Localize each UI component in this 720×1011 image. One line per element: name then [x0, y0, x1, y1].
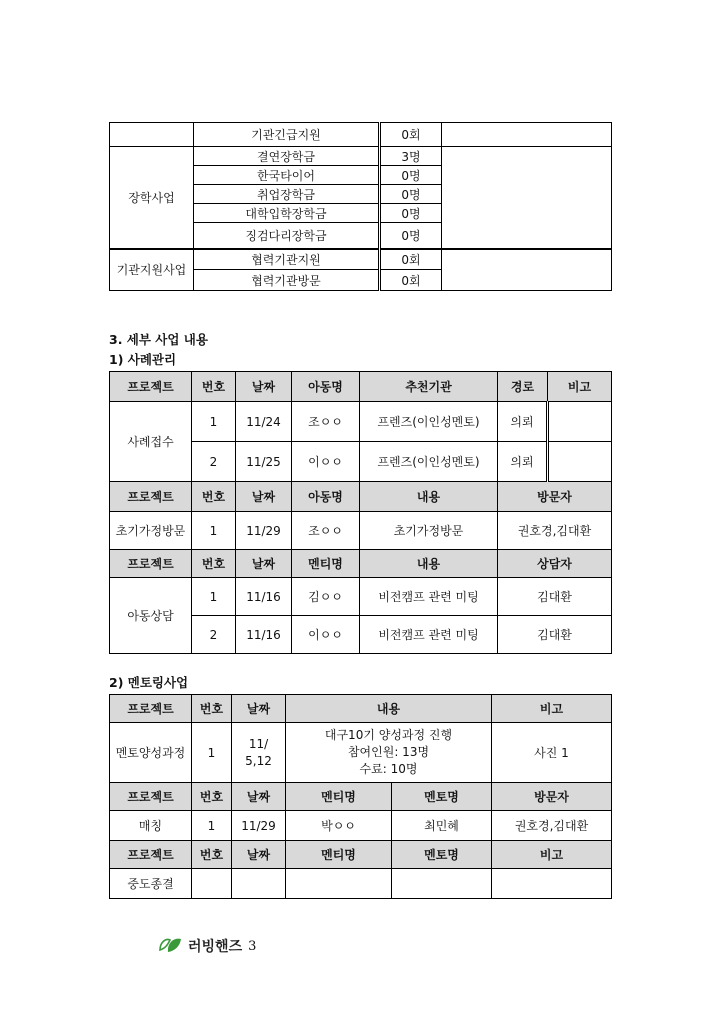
project-cell: 초기가정방문	[110, 512, 192, 550]
table-row	[110, 578, 612, 616]
date-cell: 11/16	[236, 616, 292, 654]
table-row	[110, 147, 612, 166]
child-name-cell: 조ㅇㅇ	[292, 402, 360, 442]
summary-category: 기관지원사업	[110, 249, 194, 291]
route-cell: 의뢰	[498, 442, 548, 482]
table-row	[110, 249, 612, 270]
summary-count: 0회	[380, 249, 442, 270]
summary-item: 징검다리장학금	[194, 223, 380, 249]
column-header: 번호	[192, 372, 236, 402]
mentoring-table	[109, 694, 612, 899]
summary-table	[109, 122, 612, 291]
note-cell: 사진 1	[492, 723, 612, 783]
brand-name: 러빙핸즈	[188, 939, 243, 955]
column-header: 날짜	[236, 550, 292, 578]
child-name-cell: 조ㅇㅇ	[292, 512, 360, 550]
column-header: 날짜	[232, 841, 286, 869]
column-header: 비고	[548, 372, 612, 402]
summary-category: 장학사업	[110, 147, 194, 249]
summary-count: 0회	[380, 123, 442, 147]
column-header: 멘티명	[292, 550, 360, 578]
column-header: 프로젝트	[110, 372, 192, 402]
column-header: 프로젝트	[110, 783, 192, 811]
date-line: 11/	[248, 736, 269, 751]
date-line: 5,12	[245, 753, 272, 768]
table-header-row	[110, 372, 612, 402]
project-cell: 아동상담	[110, 578, 192, 654]
note-cell	[548, 402, 612, 442]
table-header-row	[110, 783, 612, 811]
number-cell: 1	[192, 402, 236, 442]
summary-count: 3명	[380, 147, 442, 166]
column-header: 날짜	[232, 695, 286, 723]
column-header: 비고	[492, 841, 612, 869]
column-header: 프로젝트	[110, 695, 192, 723]
column-header: 날짜	[236, 482, 292, 512]
column-header: 날짜	[232, 783, 286, 811]
summary-count: 0회	[380, 270, 442, 291]
column-header: 상담자	[498, 550, 612, 578]
column-header: 방문자	[498, 482, 612, 512]
subsection-title-case: 1) 사례관리	[109, 352, 177, 367]
number-cell: 2	[192, 442, 236, 482]
route-cell: 의뢰	[498, 402, 548, 442]
column-header: 내용	[360, 550, 498, 578]
column-header: 아동명	[292, 372, 360, 402]
content-line: 참여인원: 13명	[347, 745, 430, 759]
column-header: 프로젝트	[110, 841, 192, 869]
column-header: 멘티명	[286, 783, 392, 811]
summary-item: 취업장학금	[194, 185, 380, 204]
content-cell: 초기가정방문	[360, 512, 498, 550]
table-row	[110, 869, 612, 899]
mentor-name-cell: 최민혜	[392, 811, 492, 841]
page-footer	[158, 934, 256, 958]
leaf-logo-icon	[158, 934, 184, 958]
column-header: 번호	[192, 783, 232, 811]
column-header: 비고	[492, 695, 612, 723]
agency-cell: 프렌즈(이인성멘토)	[360, 402, 498, 442]
column-header: 프로젝트	[110, 482, 192, 512]
date-cell	[232, 723, 286, 783]
summary-note	[442, 123, 612, 147]
project-cell: 중도종결	[110, 869, 192, 899]
subsection-title-mentoring: 2) 멘토링사업	[109, 675, 189, 690]
table-row	[110, 723, 612, 783]
summary-item: 대학입학장학금	[194, 204, 380, 223]
column-header: 번호	[192, 695, 232, 723]
mentor-name-cell	[392, 869, 492, 899]
agency-cell: 프렌즈(이인성멘토)	[360, 442, 498, 482]
column-header: 번호	[192, 482, 236, 512]
date-cell	[232, 869, 286, 899]
column-header: 아동명	[292, 482, 360, 512]
visitor-cell: 권호경,김대환	[498, 512, 612, 550]
section-title: 3. 세부 사업 내용	[109, 332, 208, 347]
summary-note	[442, 147, 612, 249]
visitor-cell: 권호경,김대환	[492, 811, 612, 841]
summary-item: 한국타이어	[194, 166, 380, 185]
summary-count: 0명	[380, 223, 442, 249]
child-name-cell: 이ㅇㅇ	[292, 442, 360, 482]
number-cell	[192, 869, 232, 899]
summary-count: 0명	[380, 185, 442, 204]
column-header: 멘토명	[392, 841, 492, 869]
table-row	[110, 811, 612, 841]
mentee-name-cell: 이ㅇㅇ	[292, 616, 360, 654]
column-header: 프로젝트	[110, 550, 192, 578]
date-cell: 11/24	[236, 402, 292, 442]
table-row	[110, 512, 612, 550]
table-header-row	[110, 695, 612, 723]
table-header-row	[110, 841, 612, 869]
table-row	[110, 123, 612, 147]
date-cell: 11/25	[236, 442, 292, 482]
content-line: 수료: 10명	[359, 762, 418, 776]
column-header: 경로	[498, 372, 548, 402]
summary-category	[110, 123, 194, 147]
column-header: 내용	[360, 482, 498, 512]
number-cell: 1	[192, 811, 232, 841]
counselor-cell: 김대환	[498, 616, 612, 654]
content-line: 대구10기 양성과정 진행	[324, 728, 453, 742]
summary-item: 기관긴급지원	[194, 123, 380, 147]
page-number: 3	[248, 938, 257, 954]
number-cell: 2	[192, 616, 236, 654]
mentee-name-cell	[286, 869, 392, 899]
summary-item: 협력기관방문	[194, 270, 380, 291]
summary-note	[442, 249, 612, 291]
content-cell: 비전캠프 관련 미팅	[360, 616, 498, 654]
summary-count: 0명	[380, 204, 442, 223]
table-row	[110, 402, 612, 442]
mentee-name-cell: 박ㅇㅇ	[286, 811, 392, 841]
column-header: 내용	[286, 695, 492, 723]
number-cell: 1	[192, 723, 232, 783]
project-cell: 사례접수	[110, 402, 192, 482]
content-cell: 비전캠프 관련 미팅	[360, 578, 498, 616]
mentee-name-cell: 김ㅇㅇ	[292, 578, 360, 616]
note-cell	[548, 442, 612, 482]
number-cell: 1	[192, 512, 236, 550]
column-header: 날짜	[236, 372, 292, 402]
case-management-table	[109, 371, 612, 654]
project-cell: 멘토양성과정	[110, 723, 192, 783]
date-cell: 11/29	[232, 811, 286, 841]
column-header: 번호	[192, 841, 232, 869]
date-cell: 11/16	[236, 578, 292, 616]
note-cell	[492, 869, 612, 899]
counselor-cell: 김대환	[498, 578, 612, 616]
summary-item: 협력기관지원	[194, 249, 380, 270]
column-header: 방문자	[492, 783, 612, 811]
table-header-row	[110, 482, 612, 512]
summary-count: 0명	[380, 166, 442, 185]
content-cell	[286, 723, 492, 783]
column-header: 번호	[192, 550, 236, 578]
number-cell: 1	[192, 578, 236, 616]
date-cell: 11/29	[236, 512, 292, 550]
column-header: 추천기관	[360, 372, 498, 402]
column-header: 멘티명	[286, 841, 392, 869]
project-cell: 매칭	[110, 811, 192, 841]
column-header: 멘토명	[392, 783, 492, 811]
summary-item: 결연장학금	[194, 147, 380, 166]
table-header-row	[110, 550, 612, 578]
